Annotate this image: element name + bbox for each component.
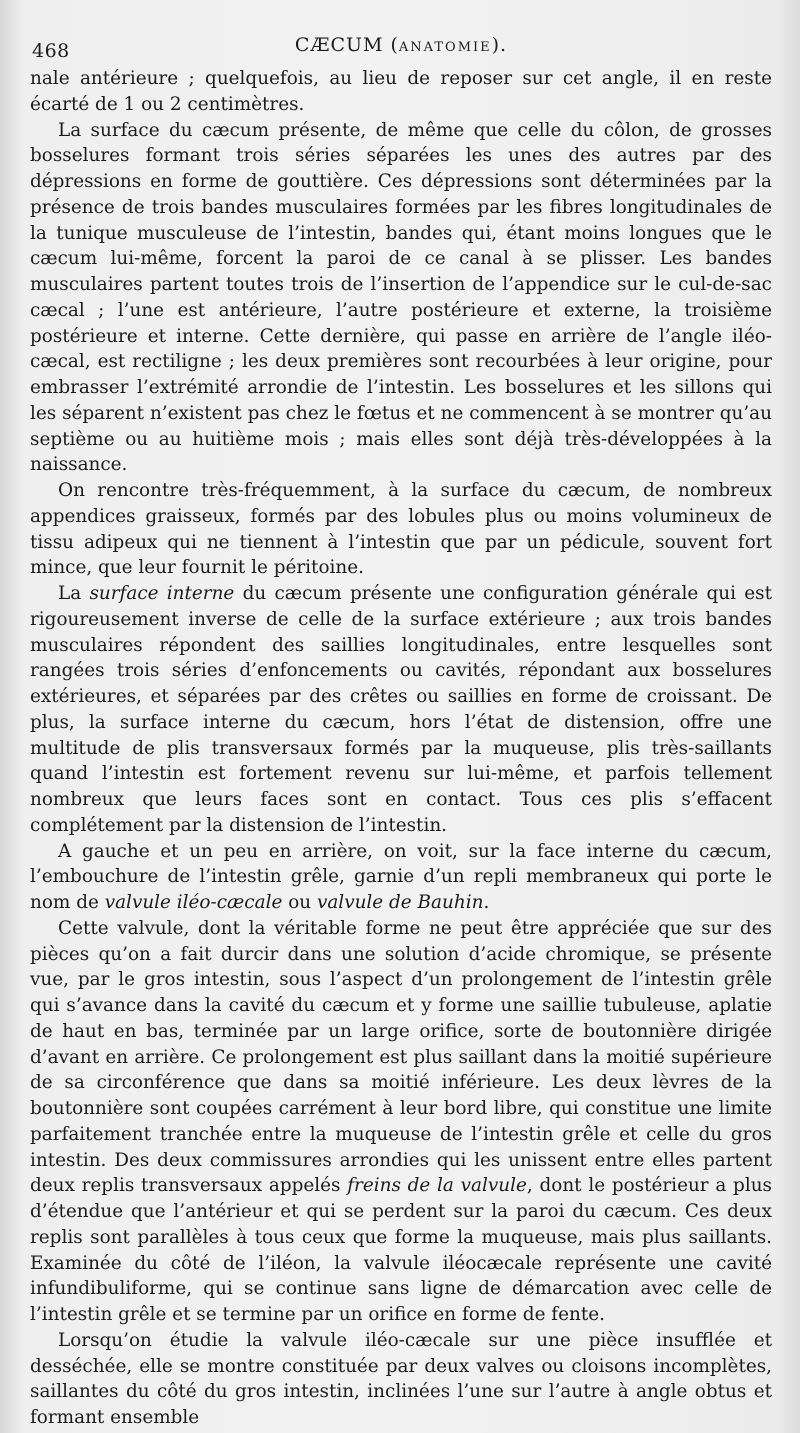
page-header xyxy=(30,34,772,62)
paragraph xyxy=(30,1328,772,1431)
text-run: . xyxy=(483,892,490,913)
italic-term: valvule de Bauhin xyxy=(316,892,484,913)
text-run: nale antérieure ; quelquefois, au lieu de reposer sur cet angle, il en reste écarté de 1 ou 2 centimètres. xyxy=(30,68,772,115)
italic-term: freins de la valvule xyxy=(347,1175,527,1197)
running-title-paren-close: ). xyxy=(491,34,508,56)
page-number: 468 xyxy=(32,40,70,62)
text-run: ou xyxy=(282,892,317,913)
running-title-subject: ANATOMIE xyxy=(398,40,492,55)
running-title-main: CÆCUM xyxy=(294,34,384,56)
paragraph xyxy=(30,916,772,1328)
text-run: La surface du cæcum présente, de même que celle du côlon, de grosses bosselures formant trois séries séparées les unes des autres par des dépressions en forme de gouttière. Ces dépressions sont déterminées par la présence de trois bandes musculaires formées par les fibres longitudinales de la tunique musculeuse de l’intestin, bandes qui, étant moins longues que le cæcum lui-même, forcent la paroi de ce canal à se plisser. Les bandes musculaires partent toutes trois de l’insertion de l’appendice sur le cul-de-sac cæcal ; l’une est antérieure, l’autre postérieure et externe, la troisième postérieure et interne. Cette dernière, qui passe en arrière de l’angle iléo-cæcal, est rectiligne ; les deux premières sont recourbées à leur origine, pour embrasser l’extrémité arrondie de l’intestin. Les bosselures et les sillons qui les séparent n’existent pas chez le fœtus et ne commencent à se montrer qu’au septième ou au huitième mois ; mais elles sont déjà très-développées à la naissance. xyxy=(30,119,772,476)
text-run: Lorsqu’on étudie la valvule iléo-cæcale sur une pièce insufflée et desséchée, elle se montre constituée par deux valves ou cloisons incomplètes, saillantes du côté du gros intestin, inclinées l’une sur l’autre à angle obtus et formant ensemble xyxy=(30,1329,772,1428)
running-title xyxy=(30,34,772,56)
italic-term: valvule iléo-cæcale xyxy=(104,892,283,913)
text-run: Cette valvule, dont la véritable forme ne peut être appréciée que sur des pièces qu’on a fait durcir dans une solution d’acide chromique, se présente vue, par le gros intestin, sous l’aspect d’un prolongement de l’intestin grêle qui s’avance dans la cavité du cæcum et y forme une saillie tubuleuse, aplatie de haut en bas, terminée par un large orifice, sorte de boutonnière dirigée d’avant en arrière. Ce prolongement est plus saillant dans la moitié supérieure de sa circonférence que dans sa moitié inférieure. Les deux lèvres de la boutonnière sont coupées carrément à leur bord libre, qui constitue une limite parfaitement tranchée entre la muqueuse de l’intestin grêle et celle du gros intestin. Des deux commissures arrondies qui les unissent entre elles partent deux replis transversaux appelés xyxy=(30,917,772,1197)
paragraph xyxy=(30,118,772,479)
italic-term: surface interne xyxy=(89,583,235,604)
text-run: La xyxy=(58,583,90,604)
text-run: du cæcum présente une configuration générale qui est rigoureusement inverse de celle de la surface extérieure ; aux trois bandes musculaires répondent des saillies longitudinales, entre lesquelles sont rangées trois séries d’enfoncements ou cavités, répondant aux bosselures extérieures, et séparées par des crêtes ou saillies en forme de croissant. De plus, la surface interne du cæcum, hors l’état de distension, offre une multitude de plis transversaux formés par la muqueuse, plis très-saillants quand l’intestin est fortement revenu sur lui-même, et parfois tellement nombreux que leurs faces sont en contact. Tous ces plis s’effacent complétement par la distension de l’intestin. xyxy=(30,583,772,836)
text-run: , dont le postérieur a plus d’étendue que l’antérieur et qui se perdent sur la paroi du cæcum. Ces deux replis sont parallèles à tous ceux que forme la muqueuse, mais plus saillants. Examinée du côté de l’iléon, la valvule iléocæcale représente une cavité infundibuliforme, qui se continue sans ligne de démarcation avec celle de l’intestin grêle et se termine par un orifice en forme de fente. xyxy=(30,1175,772,1325)
paragraph xyxy=(30,581,772,839)
paragraph xyxy=(30,66,772,118)
running-title-paren-open: ( xyxy=(383,34,399,56)
body-text xyxy=(30,66,772,1431)
paragraph xyxy=(30,478,772,581)
paragraph xyxy=(30,839,772,916)
text-run: On rencontre très-fréquemment, à la surface du cæcum, de nombreux appendices graisseux, formés par des lobules plus ou moins volumineux de tissu adipeux qui ne tiennent à l’intestin que par un pédicule, souvent fort mince, que leur fournit le péritoine. xyxy=(30,480,772,579)
text-run: A gauche et un peu en arrière, on voit, sur la face interne du cæcum, l’embouchure de l’intestin grêle, garnie d’un repli membraneux qui porte le nom de xyxy=(30,840,772,913)
